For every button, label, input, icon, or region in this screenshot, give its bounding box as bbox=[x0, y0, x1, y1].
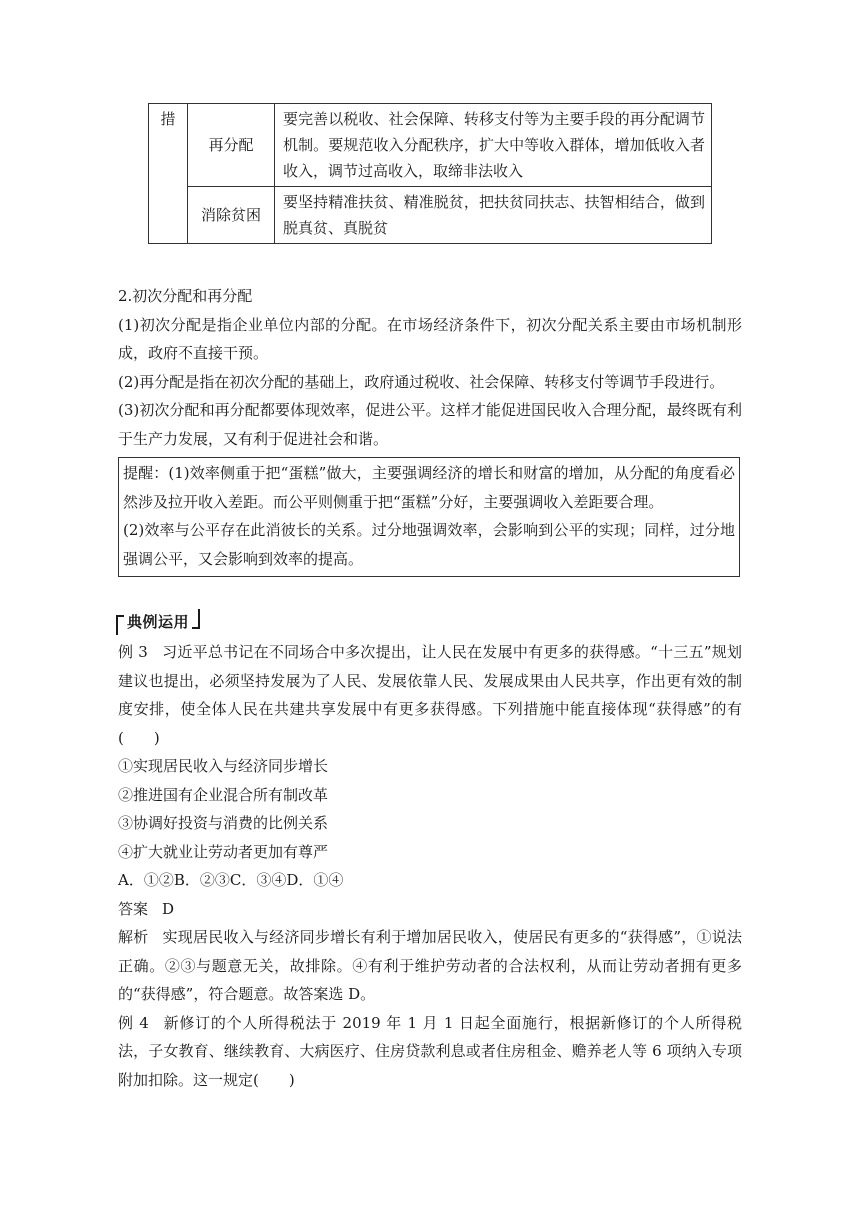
example-question-text: 新修订的个人所得税法于 2019 年 1 月 1 日起全面施行，根据新修订的个人所得税法，子女教育、继续教育、大病医疗、住房贷款利息或者住房租金、赡养老人等 6 项纳入专项附加扣除。这一规定( ) bbox=[118, 1013, 742, 1089]
option-item: ③协调好投资与消费的比例关系 bbox=[118, 814, 329, 832]
table-desc-cell: 要完善以税收、社会保障、转移支付等为主要手段的再分配调节机制。要规范收入分配秩序，扩大中等收入群体，增加低收入者收入，调节过高收入，取缔非法收入 bbox=[275, 104, 712, 187]
section-item: (2)再分配是指在初次分配的基础上，政府通过税收、社会保障、转移支付等调节手段进行。 bbox=[118, 372, 725, 391]
example-question bbox=[118, 1009, 742, 1095]
section-item: (1)初次分配是指企业单位内部的分配。在市场经济条件下，初次分配关系主要由市场机制形成，政府不直接干预。 bbox=[118, 315, 742, 362]
section-title: 2.初次分配和再分配 bbox=[118, 287, 253, 305]
example-question bbox=[118, 638, 742, 752]
tip-paragraph: (2)效率与公平存在此消彼长的关系。过分地强调效率，会影响到公平的实现；同样，过分地强调公平，又会影响到效率的提高。 bbox=[123, 521, 735, 568]
table-category-cell: 措 bbox=[149, 104, 188, 244]
analysis-text: 实现居民收入与经济同步增长有利于增加居民收入，使居民有更多的“获得感”，①说法正确。②③与题意无关，故排除。④有利于维护劳动者的合法权利，从而让劳动者拥有更多的“获得感”，符合题意。故答案选 D。 bbox=[118, 928, 742, 1003]
measures-table bbox=[148, 103, 712, 244]
table-sub-cell: 消除贫困 bbox=[188, 187, 275, 244]
table-row bbox=[149, 104, 712, 187]
answer-value: D bbox=[162, 899, 175, 918]
analysis-line bbox=[118, 923, 742, 1009]
table-sub-cell: 再分配 bbox=[188, 104, 275, 187]
section-2 bbox=[118, 282, 742, 453]
table-desc-cell: 要坚持精准扶贫、精准脱贫，把扶贫同扶志、扶智相结合，做到脱真贫、真脱贫 bbox=[275, 187, 712, 244]
tip-box bbox=[118, 457, 740, 577]
option-item: ①实现居民收入与经济同步增长 bbox=[118, 757, 329, 775]
example-label: 例 4 bbox=[118, 1013, 149, 1032]
bracket-left-icon bbox=[116, 615, 124, 635]
answer-label: 答案 bbox=[118, 899, 149, 918]
example-3 bbox=[118, 638, 742, 1094]
bracket-right-icon bbox=[192, 609, 200, 629]
section-heading bbox=[116, 611, 200, 632]
tip-paragraph: 提醒：(1)效率侧重于把“蛋糕”做大，主要强调经济的增长和财富的增加，从分配的角度看必然涉及拉开收入差距。而公平则侧重于把“蛋糕”分好，主要强调收入差距要合理。 bbox=[123, 464, 735, 511]
choices-line: A．①②B．②③C．③④D．①④ bbox=[118, 871, 344, 889]
table-row bbox=[149, 187, 712, 244]
answer-line bbox=[118, 895, 742, 924]
section-item: (3)初次分配和再分配都要体现效率，促进公平。这样才能促进国民收入合理分配，最终既有利于生产力发展，又有利于促进社会和谐。 bbox=[118, 401, 742, 448]
analysis-label: 解析 bbox=[118, 928, 149, 946]
example-label: 例 3 bbox=[118, 643, 148, 661]
option-item: ②推进国有企业混合所有制改革 bbox=[118, 785, 329, 804]
example-question-text: 习近平总书记在不同场合中多次提出，让人民在发展中有更多的获得感。“十三五”规划建议也提出，必须坚持发展为了人民、发展依靠人民、发展成果由人民共享，作出更有效的制度安排，使全体人民在共建共享发展中有更多获得感。下列措施中能直接体现“获得感”的有( ) bbox=[118, 643, 743, 747]
section-heading-text: 典例运用 bbox=[127, 613, 190, 631]
option-item: ④扩大就业让劳动者更加有尊严 bbox=[118, 842, 329, 861]
